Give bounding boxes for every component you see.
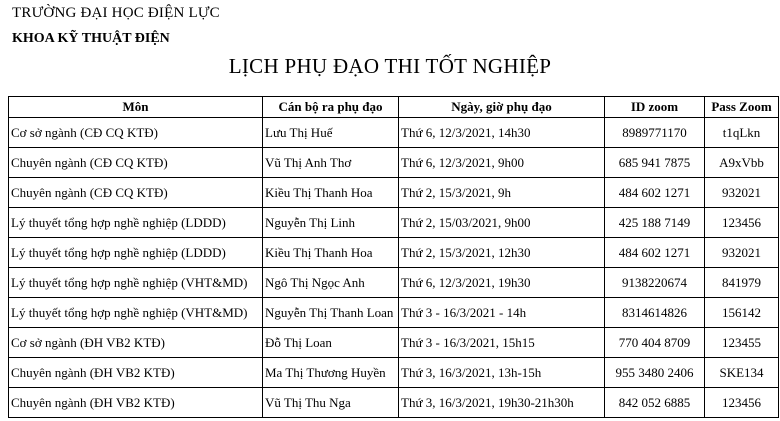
column-header-instructor: Cán bộ ra phụ đạo — [263, 97, 399, 118]
zoom-pass-cell: 123456 — [705, 208, 779, 238]
instructor-cell: Kiều Thị Thanh Hoa — [263, 178, 399, 208]
datetime-cell: Thứ 2, 15/3/2021, 9h — [399, 178, 605, 208]
zoom-pass-cell: 932021 — [705, 178, 779, 208]
zoom-id-cell: 425 188 7149 — [605, 208, 705, 238]
schedule-table — [8, 96, 779, 418]
table-row — [9, 388, 779, 418]
table-row — [9, 178, 779, 208]
instructor-cell: Vũ Thị Anh Thơ — [263, 148, 399, 178]
datetime-cell: Thứ 3 - 16/3/2021, 15h15 — [399, 328, 605, 358]
subject-cell: Chuyên ngành (CĐ CQ KTĐ) — [9, 178, 263, 208]
zoom-pass-cell: 156142 — [705, 298, 779, 328]
zoom-pass-cell: 123455 — [705, 328, 779, 358]
subject-cell: Cơ sở ngành (CĐ CQ KTĐ) — [9, 118, 263, 148]
datetime-cell: Thứ 2, 15/3/2021, 12h30 — [399, 238, 605, 268]
subject-cell: Chuyên ngành (ĐH VB2 KTĐ) — [9, 358, 263, 388]
zoom-pass-cell: 123456 — [705, 388, 779, 418]
zoom-id-cell: 955 3480 2406 — [605, 358, 705, 388]
table-row — [9, 358, 779, 388]
university-name: TRƯỜNG ĐẠI HỌC ĐIỆN LỰC — [12, 5, 220, 21]
datetime-cell: Thứ 6, 12/3/2021, 9h00 — [399, 148, 605, 178]
zoom-pass-cell: 841979 — [705, 268, 779, 298]
faculty-name: KHOA KỸ THUẬT ĐIỆN — [12, 31, 170, 46]
subject-cell: Lý thuyết tổng hợp nghề nghiệp (VHT&MD) — [9, 268, 263, 298]
table-row — [9, 118, 779, 148]
subject-cell: Cơ sở ngành (ĐH VB2 KTĐ) — [9, 328, 263, 358]
datetime-cell: Thứ 3 - 16/3/2021 - 14h — [399, 298, 605, 328]
table-row — [9, 148, 779, 178]
datetime-cell: Thứ 6, 12/3/2021, 14h30 — [399, 118, 605, 148]
zoom-pass-cell: t1qLkn — [705, 118, 779, 148]
table-row — [9, 238, 779, 268]
column-header-subject: Môn — [9, 97, 263, 118]
datetime-cell: Thứ 2, 15/03/2021, 9h00 — [399, 208, 605, 238]
datetime-cell: Thứ 3, 16/3/2021, 13h-15h — [399, 358, 605, 388]
datetime-cell: Thứ 3, 16/3/2021, 19h30-21h30h — [399, 388, 605, 418]
zoom-id-cell: 9138220674 — [605, 268, 705, 298]
instructor-cell: Đỗ Thị Loan — [263, 328, 399, 358]
subject-cell: Lý thuyết tổng hợp nghề nghiệp (VHT&MD) — [9, 298, 263, 328]
subject-cell: Lý thuyết tổng hợp nghề nghiệp (LDDD) — [9, 238, 263, 268]
zoom-id-cell: 685 941 7875 — [605, 148, 705, 178]
zoom-id-cell: 770 404 8709 — [605, 328, 705, 358]
table-row — [9, 268, 779, 298]
zoom-id-cell: 484 602 1271 — [605, 178, 705, 208]
instructor-cell: Nguyễn Thị Thanh Loan — [263, 298, 399, 328]
zoom-pass-cell: SKE134 — [705, 358, 779, 388]
subject-cell: Chuyên ngành (CĐ CQ KTĐ) — [9, 148, 263, 178]
zoom-pass-cell: A9xVbb — [705, 148, 779, 178]
page-title: LỊCH PHỤ ĐẠO THI TỐT NGHIỆP — [228, 54, 552, 78]
subject-cell: Lý thuyết tổng hợp nghề nghiệp (LDDD) — [9, 208, 263, 238]
instructor-cell: Nguyễn Thị Linh — [263, 208, 399, 238]
instructor-cell: Kiều Thị Thanh Hoa — [263, 238, 399, 268]
instructor-cell: Lưu Thị Huế — [263, 118, 399, 148]
zoom-pass-cell: 932021 — [705, 238, 779, 268]
zoom-id-cell: 842 052 6885 — [605, 388, 705, 418]
column-header-datetime: Ngày, giờ phụ đạo — [399, 97, 605, 118]
subject-cell: Chuyên ngành (ĐH VB2 KTĐ) — [9, 388, 263, 418]
zoom-id-cell: 8989771170 — [605, 118, 705, 148]
table-row — [9, 298, 779, 328]
table-header-row — [9, 97, 779, 118]
instructor-cell: Vũ Thị Thu Nga — [263, 388, 399, 418]
table-row — [9, 208, 779, 238]
datetime-cell: Thứ 6, 12/3/2021, 19h30 — [399, 268, 605, 298]
instructor-cell: Ngô Thị Ngọc Anh — [263, 268, 399, 298]
table-row — [9, 328, 779, 358]
column-header-zoom-id: ID zoom — [605, 97, 705, 118]
column-header-zoom-pass: Pass Zoom — [705, 97, 779, 118]
zoom-id-cell: 8314614826 — [605, 298, 705, 328]
instructor-cell: Ma Thị Thương Huyền — [263, 358, 399, 388]
zoom-id-cell: 484 602 1271 — [605, 238, 705, 268]
